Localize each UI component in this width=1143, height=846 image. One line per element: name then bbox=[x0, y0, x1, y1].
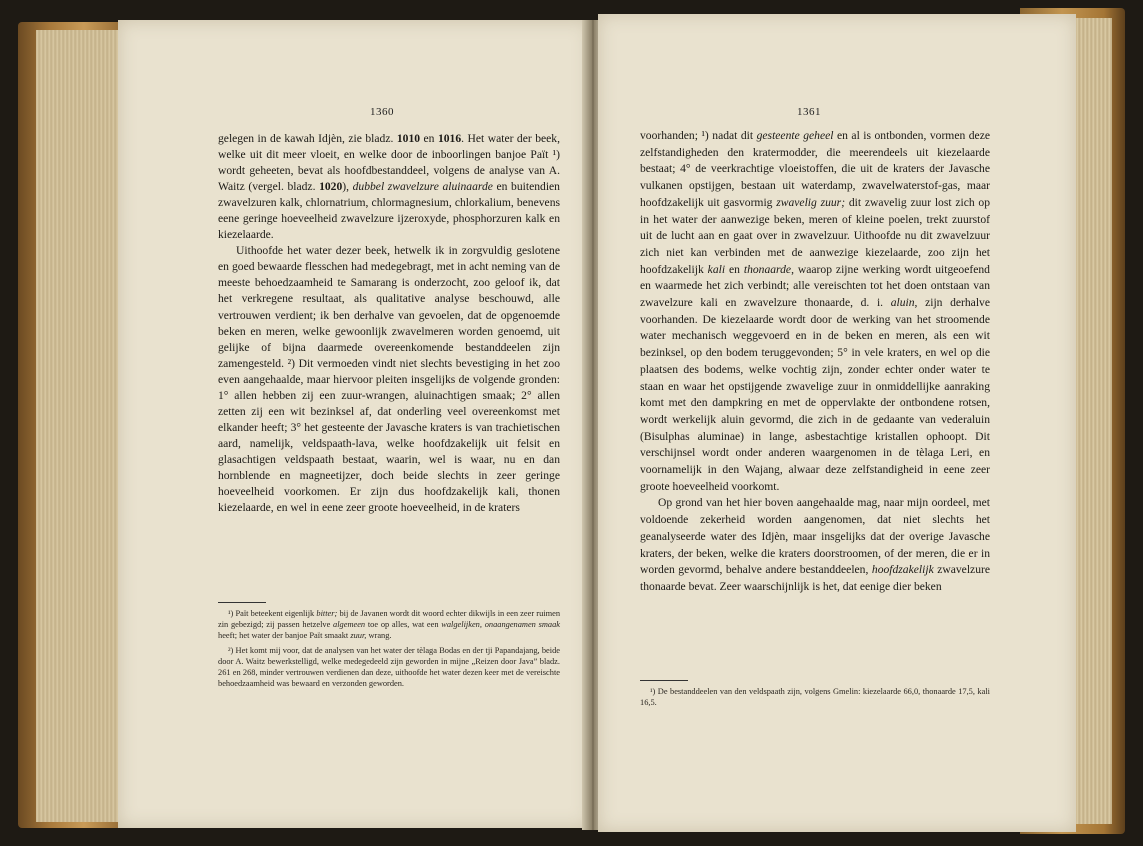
italic-text: zuur, bbox=[350, 631, 367, 641]
paragraph bbox=[640, 495, 990, 595]
text-run: bij de Javanen wordt dit woord echter dikwijls in een zeer ruimen zin gebezigd; zij passen hetzelve bbox=[218, 609, 561, 630]
text-run: en bbox=[420, 132, 438, 145]
italic-text: bitter; bbox=[316, 609, 338, 618]
paragraph bbox=[218, 131, 560, 243]
text-run: , zijn derhalve voorhanden. De kiezelaarde wordt door de werking van het stroomende water mechanisch weggevoerd en in de beken en meren, als een wit bezinksel, op den bodem teruggevonden; 5° in vele kraters, en wel op die plaatsen des bodems, welke vochtig zijn, zonder echter onder water te staan en waar het opstijgende zwavelige zuur in onmiddellijke aanraking komt met den dampkring en met de oppervlakte der ontbondene rotsen, wordt werkelijk aluin gevormd, die zich in de gedaante van vederaluin (Bisulphas aluminae) in lange, asbestachtige kristallen ophoopt. Dit verschijnsel wordt onder anderen waargenomen in de tèlaga Leri, en voornamelijk in den Wajang, alwaar deze zelfstandigheid in eene zeer groote hoeveelheid voorkomt. bbox=[640, 296, 990, 493]
italic-text: algemeen bbox=[333, 620, 366, 630]
italic-text: walgelijken, onaangenamen smaak bbox=[441, 620, 560, 630]
page-number: 1361 bbox=[797, 106, 821, 118]
right-page bbox=[598, 14, 1076, 832]
text-run: en al is ontbonden, vormen deze zelfstandigheden den kratermodder, die meerendeels uit kiezelaarde bestaat; 4° de veerkrachtige vloeistoffen, die uit de kraters der Javasche vulkanen opstijgen, bestaan uit waterdamp, zwavelwaterstof-gas, maar hoofdzakelijk uit gasvormig bbox=[640, 129, 990, 209]
bold-number: 1010 bbox=[396, 132, 421, 145]
italic-text: dubbel zwavelzure aluinaarde bbox=[352, 180, 493, 194]
right-page-body bbox=[640, 128, 990, 596]
left-page-footnotes bbox=[218, 608, 560, 692]
bold-number: 1020 bbox=[319, 180, 343, 194]
page-edges-left bbox=[36, 30, 120, 822]
footnote bbox=[218, 645, 560, 690]
text-run: heeft; het water der banjoe Paït smaakt bbox=[218, 631, 351, 641]
italic-text: kali bbox=[707, 262, 726, 276]
paragraph bbox=[640, 128, 990, 495]
page-number: 1360 bbox=[370, 106, 394, 118]
page-edges-right bbox=[1072, 18, 1112, 824]
paragraph bbox=[218, 243, 560, 516]
text-run: ²) Het komt mij voor, dat de analysen van het water der tèlaga Bodas en der tji Papandajang, beide door A. Waitz bewerkstelligd, welke medegedeeld zijn geworden in mijne „Reizen door Java” bladz. 261 en 268, minder vertrouwen verdienen dan deze, uithoofde het water dezen keer met de vereischte behoedzaamheid was bewaard en verzonden geworden. bbox=[218, 645, 560, 689]
text-run: wrang. bbox=[366, 631, 392, 641]
text-run: gelegen in de kawah Idjèn, zie bladz. bbox=[218, 132, 397, 145]
text-run: Uithoofde het water dezer beek, hetwelk ik in zorgvuldig geslotene en goed bewaarde flesschen had medegebragt, met in acht neming van de meeste behoedzaamheid te Samarang is onderzocht, zoo geloof ik, dat het verkregene resultaat, als qualitative analyse beschouwd, alle vertrouwen verdient; ik ben derhalve van gevoelen, dat de opgenoemde beken en meren, welke gewoonlijk zwavelmeren worden genoemd, uit gelijke of bijna daarmede overeenkomende bestanddeelen zijn zamengesteld. ²) Dit vermoeden vindt niet slechts bevestiging in het zoo even aangehaalde, maar hiervoor pleiten insgelijks de volgende gronden: 1° allen hebben zij een zuur-wrangen, aluinachtigen smaak; 2° allen zetten zij een wit bezinksel af, dat onderling veel overeenkomst met elkander heeft; 3° het gesteente der Javasche kraters is van trachietischen aard, namelijk, veldspaath-lava, welke hoofdzakelijk uit felsit en glasachtigen veldspaath bestaat, waarin, wel is waar, nu en dan hornblende en magneetijzer, doch beide slechts in zeer geringe hoeveelheid voorkomen. Er zijn dus hoofdzakelijk kali, thonen kiezelaarde, en wel in eene zeer groote hoeveelheid, in de kraters bbox=[218, 244, 560, 515]
italic-text: zwavelig zuur; bbox=[776, 195, 846, 209]
footnote bbox=[218, 608, 560, 642]
text-run: Op grond van het hier boven aangehaalde mag, naar mijn oordeel, met voldoende zekerheid worden aangenomen, dat niet slechts het geanalyseerde water des Idjèn, maar insgelijks dat der overige Javasche kraters, der beken, welke die kraters doorstroomen, of der meren, die er in worden gevormd, behalve andere bestanddeelen, bbox=[640, 496, 990, 577]
italic-text: thonaarde bbox=[743, 262, 792, 276]
left-page bbox=[118, 20, 590, 828]
footnote-rule bbox=[640, 680, 688, 681]
text-run: . Het water der beek, welke uit dit meer vloeit, en welke door de inboorlingen banjoe Paït ¹) wordt geheeten, bevat als hoofdbestanddeel, volgens de analyse van A. Waitz (vergel. bladz. bbox=[218, 132, 560, 194]
text-run: dit zwavelig zuur lost zich op in het water der aanwezige beken, meren of kleine poelen, trekt zuurstof uit de lucht aan en gaat over in zwavelzuur. Uithoofde nu dit zwavelzuur zich niet kan verbinden met de aanwezige kiezelaarde, zoo zijn het hoofdzakelijk bbox=[640, 195, 991, 276]
text-run: ¹) De bestanddeelen van den veldspaath zijn, volgens Gmelin: kiezelaarde 66,0, thonaarde 17,5, kali 16,5. bbox=[640, 687, 990, 708]
footnote bbox=[640, 686, 990, 708]
text-run: voorhanden; ¹) nadat dit bbox=[640, 129, 757, 142]
text-run: en buitendien zwavelzuren kalk, chlornatrium, chlormagnesium, chlorkalium, benevens eene geringe hoeveelheid zwavelzure ijzeroxyde, phosphorzuren kalk en kiezelaarde. bbox=[218, 180, 560, 242]
text-run: , waarop zijne werking wordt uitgeoefend en waarmede het zich verbindt; alle vereischten tot het doen ontstaan van zwavelzure kali en zwavelzure thonaarde, d. i. bbox=[640, 262, 990, 310]
text-run: zwavelzure thonaarde bevat. Zeer waarschijnlijk is het, dat eenige dier beken bbox=[640, 563, 990, 593]
right-page-footnotes bbox=[640, 686, 990, 711]
italic-text: aluin bbox=[890, 296, 915, 310]
text-run: en bbox=[725, 262, 744, 276]
bold-number: 1016 bbox=[437, 132, 462, 145]
text-run: toe op alles, wat een bbox=[365, 620, 442, 630]
text-run: ), bbox=[342, 180, 353, 194]
footnote-rule bbox=[218, 602, 266, 603]
italic-text: hoofdzakelijk bbox=[871, 563, 934, 577]
text-run: ¹) Paït beteekent eigenlijk bbox=[228, 609, 317, 618]
italic-text: gesteente geheel bbox=[756, 129, 834, 142]
left-page-body bbox=[218, 131, 560, 516]
